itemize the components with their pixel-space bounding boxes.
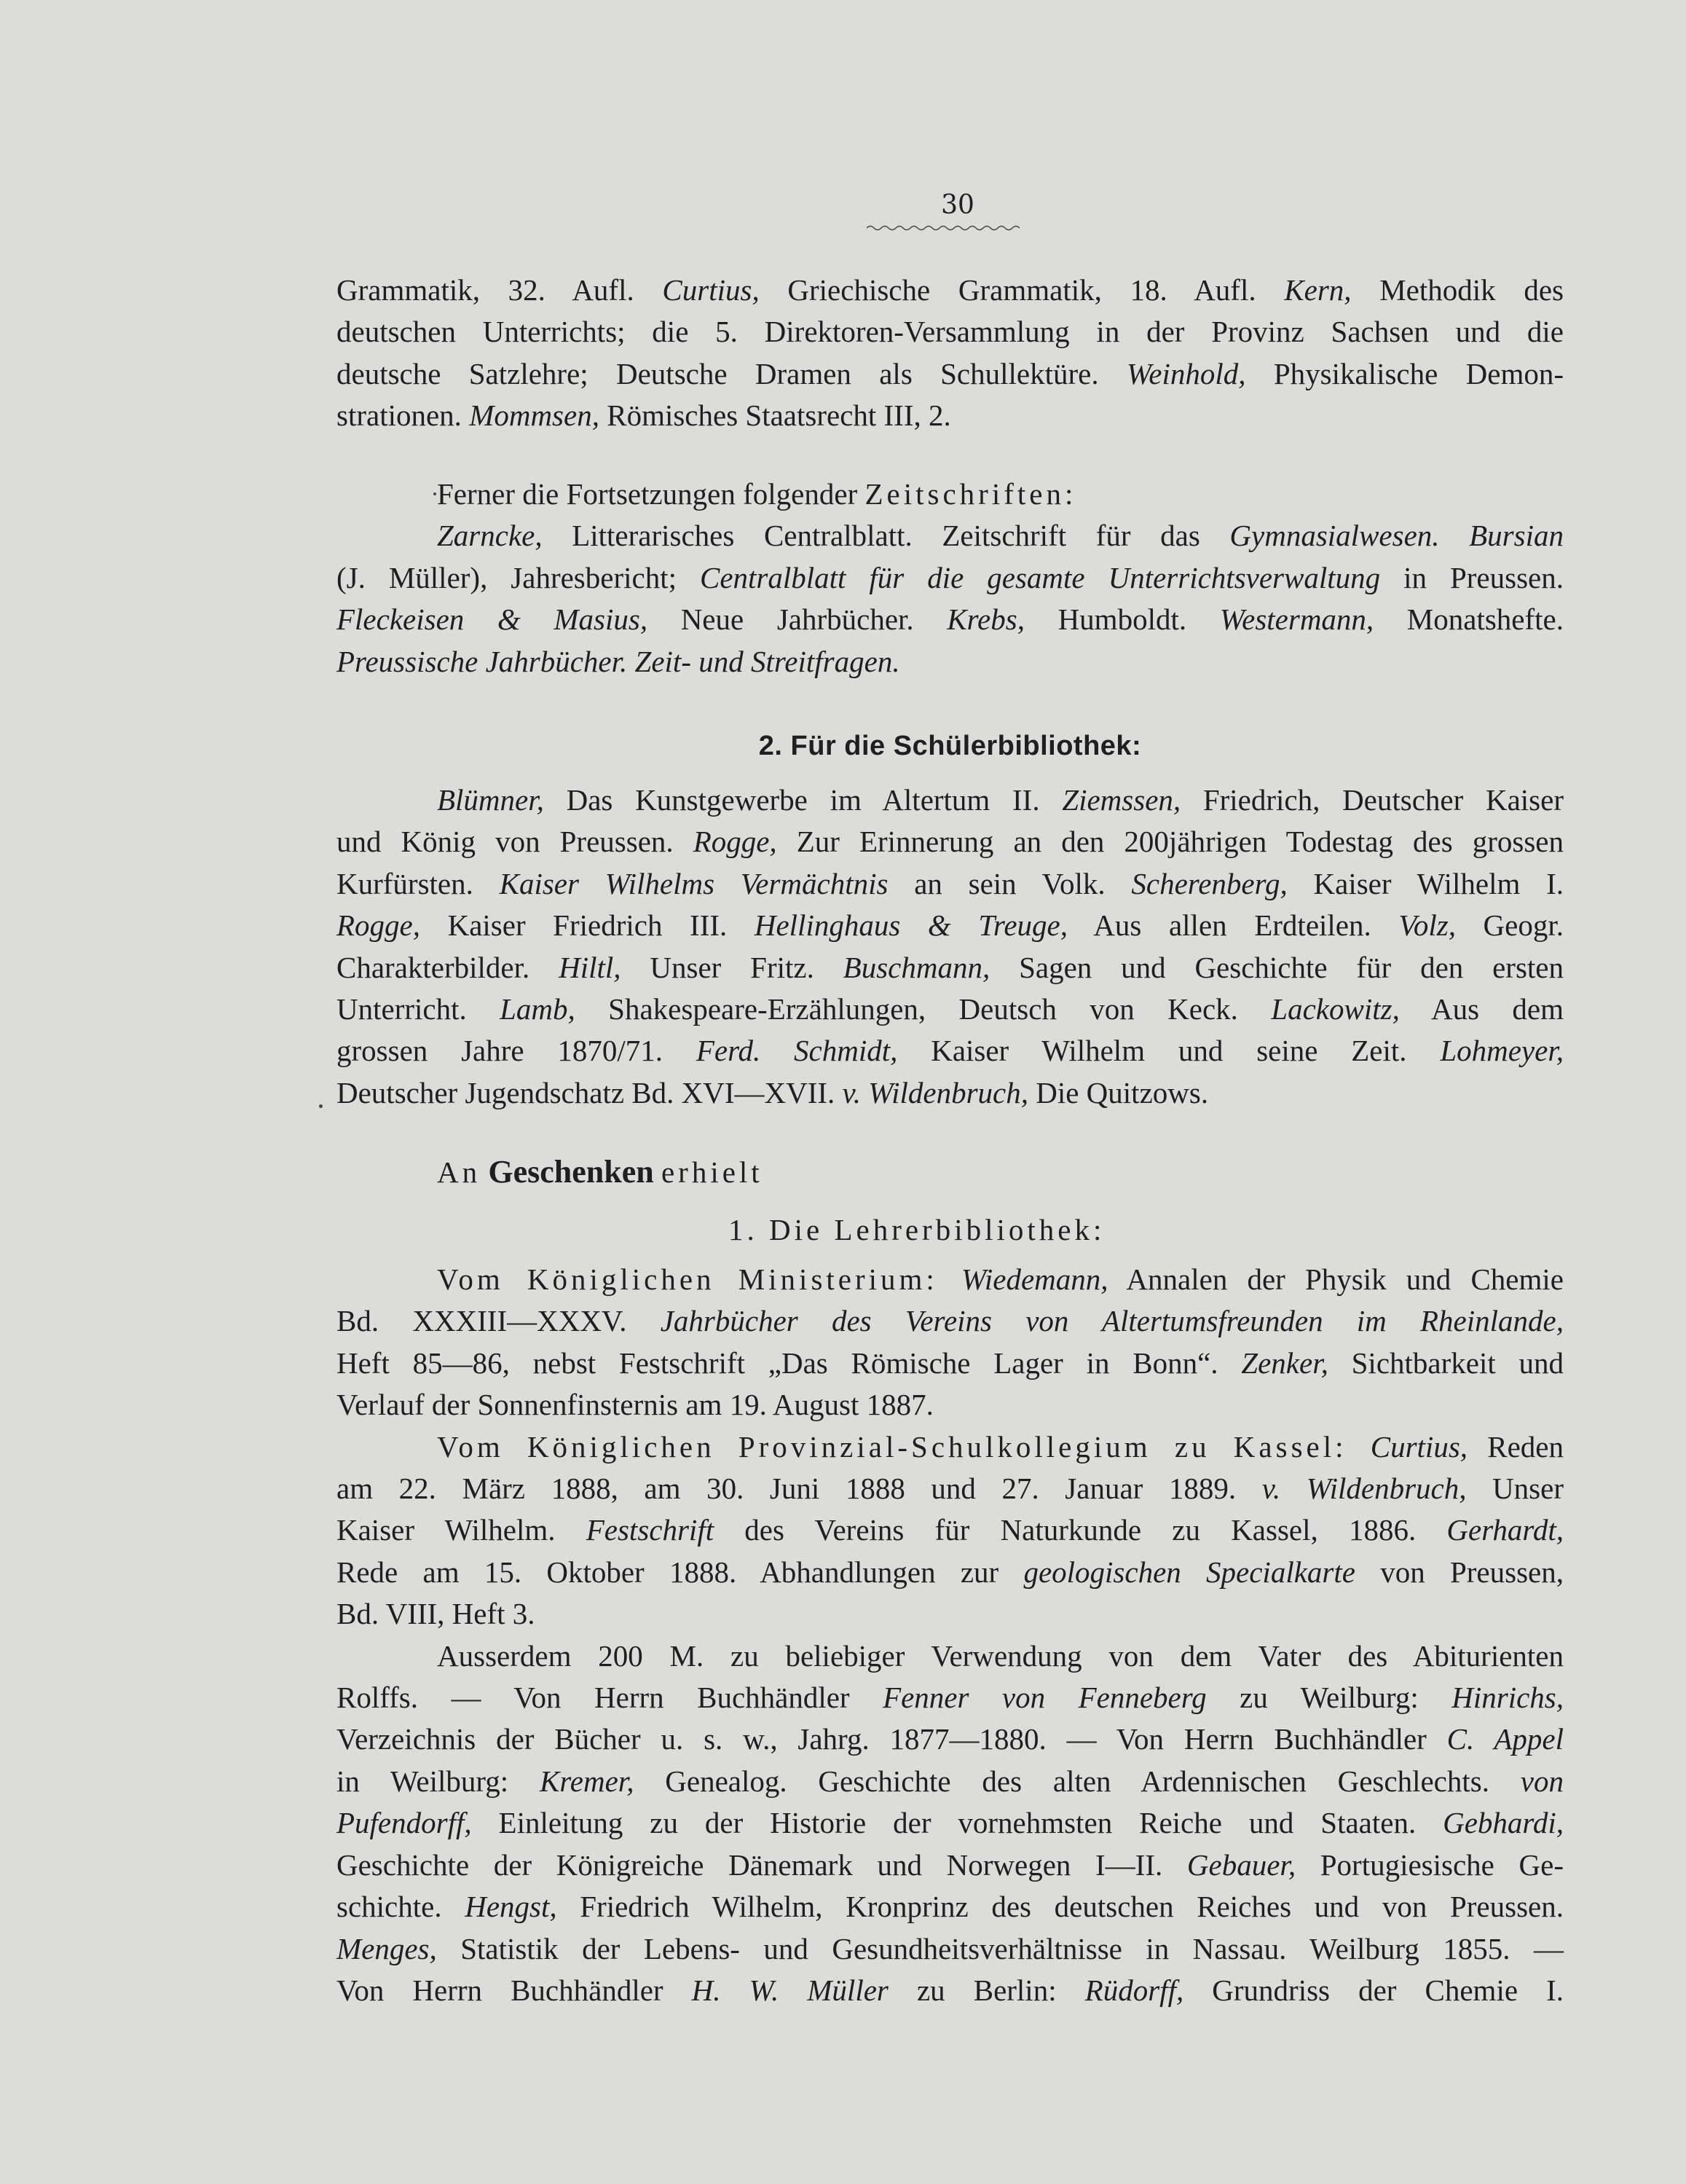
- geschenke-heading: An Geschenken erhielt: [437, 1154, 763, 1190]
- subheading-lehrerbibliothek: 1. Die Lehrerbibliothek:: [728, 1213, 1106, 1246]
- text-line: Geschichte der Königreiche Dänemark und Norwegen I—II. Gebauer, Portugiesische Ge-: [336, 1847, 1564, 1882]
- text-line: Fleckeisen & Masius, Neue Jahrbücher. Krebs, Humboldt. Westermann, Monatshefte.: [336, 602, 1564, 637]
- text-line: in Weilburg: Kremer, Genealog. Geschichte des alten Ardennischen Geschlechts. von: [336, 1764, 1564, 1798]
- scan-speck: [319, 1104, 323, 1108]
- text-line: Pufendorff, Einleitung zu der Historie der vornehmsten Reiche und Staaten. Gebhardi,: [336, 1806, 1564, 1840]
- text-line: Deutscher Jugendschatz Bd. XVI—XVII. v. Wildenbruch, Die Quitzows.: [336, 1075, 1209, 1109]
- text-line: am 22. März 1888, am 30. Juni 1888 und 27. Januar 1889. v. Wildenbruch, Unser: [336, 1472, 1564, 1506]
- paragraph-grammatik: [336, 270, 1564, 437]
- text-line: grossen Jahre 1870/71. Ferd. Schmidt, Kaiser Wilhelm und seine Zeit. Lohmeyer,: [336, 1034, 1564, 1068]
- text-line: Grammatik, 32. Aufl. Curtius, Griechische Grammatik, 18. Aufl. Kern, Methodik des: [336, 273, 1564, 307]
- text-line: Vom Königlichen Ministerium: Wiedemann, Annalen der Physik und Chemie: [437, 1262, 1564, 1296]
- text-line: Rogge, Kaiser Friedrich III. Hellinghaus & Treuge, Aus allen Erdteilen. Volz, Geogr.: [336, 908, 1564, 943]
- text-line: Kaiser Wilhelm. Festschrift des Vereins für Naturkunde zu Kassel, 1886. Gerhardt,: [336, 1513, 1564, 1547]
- paragraph-zeitschriften: [336, 474, 1564, 683]
- text-line: Unterricht. Lamb, Shakespeare-Erzählungen, Deutsch von Keck. Lackowitz, Aus dem: [336, 992, 1564, 1026]
- text-line: Preussische Jahrbücher. Zeit- und Streitfragen.: [336, 644, 900, 678]
- text-line: strationen. Mommsen, Römisches Staatsrecht III, 2.: [336, 398, 951, 433]
- section-heading-schuelerbibliothek: 2. Für die Schülerbibliothek:: [758, 731, 1142, 761]
- text-line: Rede am 15. Oktober 1888. Abhandlungen zur geologischen Specialkarte von Preussen,: [336, 1555, 1564, 1589]
- text-line: Charakterbilder. Hiltl, Unser Fritz. Buschmann, Sagen und Geschichte für den ersten: [336, 950, 1564, 984]
- text-line: schichte. Hengst, Friedrich Wilhelm, Kronprinz des deutschen Reiches und von Preussen.: [336, 1890, 1564, 1924]
- paragraph-schuelerbibliothek: [336, 779, 1564, 1114]
- text-line: deutsche Satzlehre; Deutsche Dramen als Schullektüre. Weinhold, Physikalische Demon-: [336, 356, 1564, 390]
- text-line: (J. Müller), Jahresbericht; Centralblatt für die gesamte Unterrichtsverwaltung in Preussen.: [336, 560, 1564, 594]
- text-line: Ferner die Fortsetzungen folgender Zeitschriften:: [437, 477, 1077, 511]
- paragraph-lehrerbibliothek: [336, 1259, 1564, 2011]
- scan-speck: [433, 492, 436, 495]
- text-line: Verlauf der Sonnenfinsternis am 19. August 1887.: [336, 1388, 934, 1422]
- page-number: 30: [941, 190, 974, 220]
- text-line: Verzeichnis der Bücher u. s. w., Jahrg. 1877—1880. — Von Herrn Buchhändler C. Appel: [336, 1722, 1564, 1756]
- text-line: Bd. VIII, Heft 3.: [336, 1597, 535, 1631]
- text-line: Menges, Statistik der Lebens- und Gesundheitsverhältnisse in Nassau. Weilburg 1855. —: [336, 1931, 1564, 1965]
- text-line: Ausserdem 200 M. zu beliebiger Verwendung von dem Vater des Abiturienten: [437, 1638, 1564, 1673]
- text-line: Von Herrn Buchhändler H. W. Müller zu Berlin: Rüdorff, Grundriss der Chemie I.: [336, 1973, 1564, 2007]
- text-line: deutschen Unterrichts; die 5. Direktoren-Versammlung in der Provinz Sachsen und die: [336, 315, 1564, 349]
- text-line: Vom Königlichen Provinzial-Schulkollegium zu Kassel: Curtius, Reden: [437, 1429, 1564, 1464]
- text-line: und König von Preussen. Rogge, Zur Erinnerung an den 200jährigen Todestag des grossen: [336, 825, 1564, 859]
- text-line: Bd. XXXIII—XXXV. Jahrbücher des Vereins von Altertumsfreunden im Rheinlande,: [336, 1304, 1564, 1338]
- text-line: Blümner, Das Kunstgewerbe im Altertum II. Ziemssen, Friedrich, Deutscher Kaiser: [437, 783, 1564, 817]
- text-line: Heft 85—86, nebst Festschrift „Das Römische Lager in Bonn“. Zenker, Sichtbarkeit und: [336, 1346, 1564, 1380]
- text-line: Rolffs. — Von Herrn Buchhändler Fenner von Fenneberg zu Weilburg: Hinrichs,: [336, 1681, 1564, 1715]
- page-number-ornament: [867, 224, 1020, 232]
- text-line: Zarncke, Litterarisches Centralblatt. Zeitschrift für das Gymnasialwesen. Bursian: [437, 519, 1564, 553]
- text-line: Kurfürsten. Kaiser Wilhelms Vermächtnis an sein Volk. Scherenberg, Kaiser Wilhelm I.: [336, 866, 1564, 900]
